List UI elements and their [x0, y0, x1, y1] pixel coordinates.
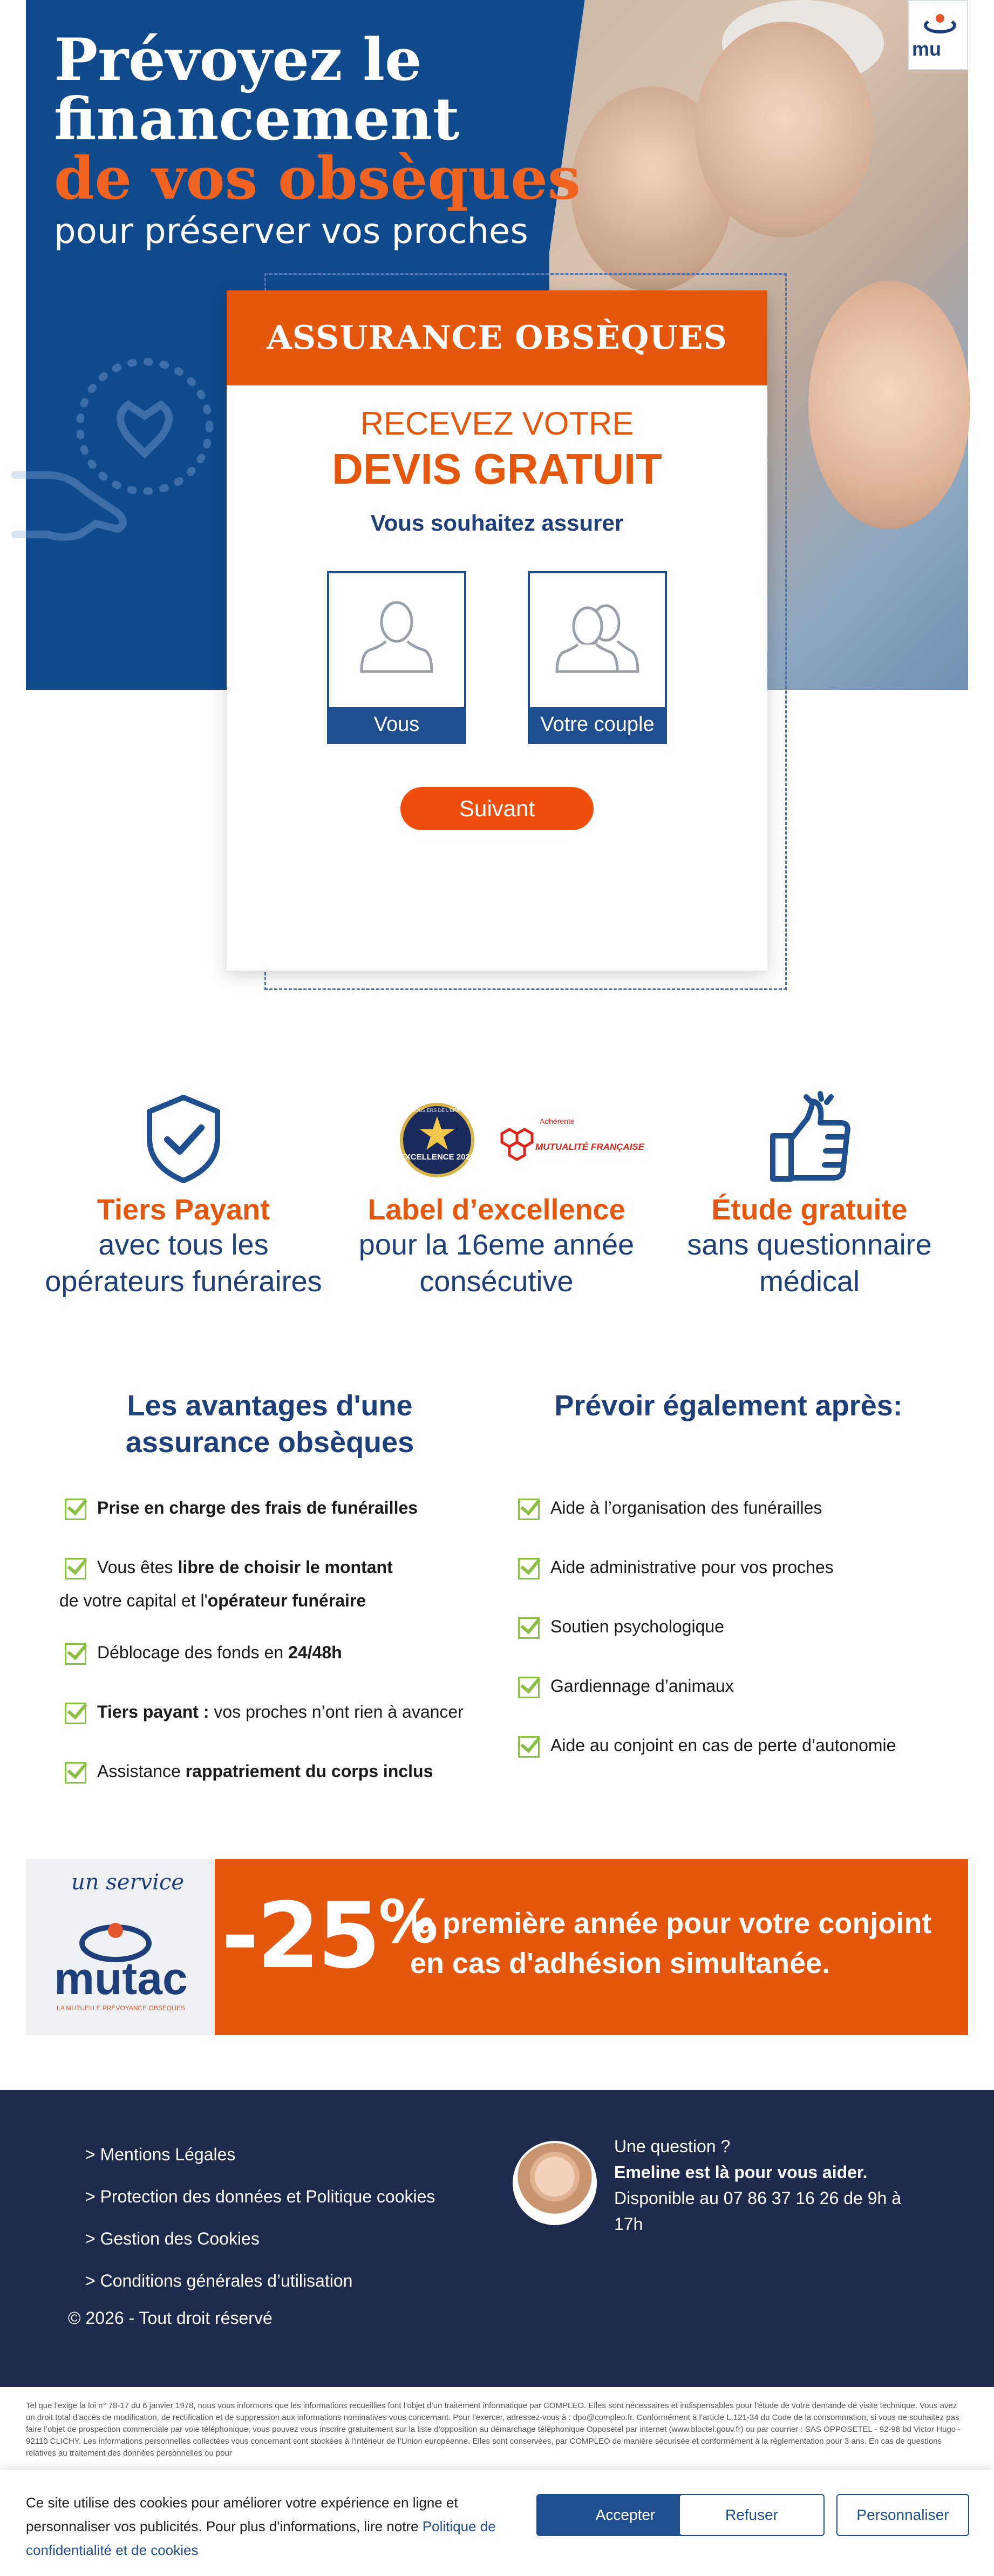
mutac-service-box	[26, 1859, 215, 2035]
list-item: Tiers payant : vos proches n’ont rien à avancer	[59, 1695, 491, 1728]
list-item: Aide à l’organisation des funérailles	[513, 1491, 955, 1524]
svg-text:LES DOSSIERS DE L'ÉPARGNE: LES DOSSIERS DE L'ÉPARGNE	[401, 1108, 473, 1113]
after-list	[513, 1491, 955, 1762]
hero-title: Prévoyez le financement de vos obsèques	[54, 26, 581, 213]
list-item: Prise en charge des frais de funérailles	[59, 1491, 491, 1524]
list-item: Soutien psychologique	[513, 1610, 955, 1643]
check-icon	[65, 1558, 86, 1580]
svg-text:Adhérente: Adhérente	[540, 1117, 575, 1126]
check-icon	[65, 1499, 86, 1520]
couple-icon	[554, 595, 641, 681]
advantages-list	[59, 1491, 491, 1788]
hero-subtitle: pour préserver vos proches	[54, 212, 528, 252]
refuse-button[interactable]: Refuser	[679, 2494, 825, 2536]
list-item: Vous êtes libre de choisir le montant de votre capital et l'opérateur funéraire	[59, 1557, 393, 1610]
check-icon	[518, 1499, 540, 1520]
excellence-badge-icon	[394, 1096, 645, 1182]
form-header: ASSURANCE OBSÈQUES	[227, 290, 767, 385]
footer-link-mentions[interactable]: > Mentions Légales	[85, 2145, 236, 2164]
form-line2: DEVIS GRATUIT	[332, 445, 662, 493]
person-icon	[359, 595, 434, 681]
quote-form-card	[227, 290, 767, 971]
thumbs-up-icon	[761, 1090, 858, 1188]
check-icon	[65, 1643, 86, 1665]
footer	[0, 2090, 994, 2387]
form-question: Vous souhaitez assurer	[370, 510, 624, 535]
svg-text:LA MUTUELLE PRÉVOYANCE OBSÈQUE: LA MUTUELLE PRÉVOYANCE OBSÈQUES	[57, 2004, 185, 2012]
mutac-logo	[35, 1902, 207, 2021]
footer-link-cgu[interactable]: > Conditions générales d’utilisation	[85, 2271, 353, 2290]
discount-value: -25%	[221, 1883, 436, 1989]
advantages-title: Les avantages d'une assurance obsèques	[125, 1389, 414, 1459]
customize-button[interactable]: Personnaliser	[836, 2494, 969, 2536]
svg-text:EXCELLENCE 2023: EXCELLENCE 2023	[399, 1153, 475, 1162]
choice-you[interactable]	[327, 571, 466, 744]
accept-button[interactable]: Accepter	[536, 2494, 714, 2536]
choice-group	[227, 571, 767, 744]
shield-check-icon	[143, 1093, 224, 1185]
svg-text:MUTUALITÉ FRANÇAISE: MUTUALITÉ FRANÇAISE	[535, 1142, 645, 1152]
check-icon	[518, 1558, 540, 1580]
contact-block: Une question ? Emeline est là pour vous aider. Disponible au 07 86 37 16 26 de 9h à 17h	[614, 2137, 901, 2234]
brand-logo[interactable]: mu	[908, 0, 968, 70]
check-icon	[65, 1703, 86, 1724]
cookie-text: Ce site utilise des cookies pour améliorer votre expérience en ligne et personnaliser vos publicités. Pour plus d'informations, lire notre Politique de confidentialité et de cookies	[26, 2494, 496, 2558]
check-icon	[518, 1736, 540, 1758]
choice-couple[interactable]	[528, 571, 667, 744]
hands-heart-icon	[26, 335, 231, 561]
choice-you-label: Vous	[329, 707, 464, 742]
list-item: Assistance rappatriement du corps inclus	[59, 1754, 491, 1788]
check-icon	[518, 1617, 540, 1639]
form-line1: RECEVEZ VOTRE	[360, 405, 634, 442]
feature-label-excellence: EXCELLENCE 2023 LES DOSSIERS DE L'ÉPARGNE Adhérente MUTUALITÉ FRANÇAISE Label d’excellence pour la 16eme année consécutive	[356, 1085, 637, 1300]
cookie-banner	[0, 2470, 994, 2576]
after-title: Prévoir également après:	[554, 1389, 903, 1422]
list-item: Aide au conjoint en cas de perte d’autonomie	[513, 1728, 955, 1762]
avatar	[513, 2141, 597, 2225]
list-item: Déblocage des fonds en 24/48h	[59, 1636, 491, 1669]
footer-links	[85, 2133, 435, 2302]
svg-text:mutac: mutac	[54, 1953, 188, 2004]
cookie-policy-link[interactable]: Politique de confidentialité et de cookies	[26, 2518, 496, 2558]
feature-tiers-payant: Tiers Payant avec tous les opérateurs funéraires	[43, 1085, 324, 1300]
promo-text: la première année pour votre conjoint en cas d'adhésion simultanée.	[410, 1907, 932, 1980]
footer-link-cookies[interactable]: > Gestion des Cookies	[85, 2229, 260, 2248]
footer-link-privacy[interactable]: > Protection des données et Politique cookies	[85, 2187, 435, 2206]
check-icon	[65, 1762, 86, 1784]
list-item: Aide administrative pour vos proches	[513, 1550, 955, 1584]
legal-notice: Tel que l’exige la loi n° 78-17 du 6 janvier 1978, nous vous informons que les informations recueillies font l’objet d’un traitement informatique par COMPLEO. Elles sont nécessaires et indispensables pour l’étude de votre demande de visite technique. Vous avez un droit total d’accès de modification, de rectification et de suppression aux informations nominatives vous concernant. Pour l’exercer, adressez-vous à : dpo@compleo.fr. Conformément à l’article L.121-34 du Code de la consommation, si vous ne souhaitez pas faire l’objet de prospection commerciale par voie téléphonique, vous pouvez vous inscrire gratuitement sur la liste d’opposition au démarchage téléphonique Opposetel par internet (www.bloctel.gouv.fr) ou par courrier : SAS OPPOSETEL - 92-98 bd Victor Hugo - 92110 CLICHY. Les informations personnelles collectées vous concernant sont stockées à l’intérieur de l’Union européenne. Elles sont conservées, par COMPLEO de manière sécurisée et conformément à la réglementation pour 3 ans. En cas de questions relatives au traitement des données personnelles ou pour	[26, 2401, 961, 2458]
next-button[interactable]: Suivant	[400, 787, 594, 830]
check-icon	[518, 1677, 540, 1698]
features-section	[0, 1085, 994, 1339]
choice-couple-label: Votre couple	[530, 707, 665, 742]
service-label: un service	[71, 1870, 185, 1895]
list-item: Gardiennage d’animaux	[513, 1669, 955, 1703]
copyright: © 2026 - Tout droit réservé	[68, 2308, 273, 2328]
promo-banner	[26, 1859, 968, 2035]
feature-etude-gratuite: Étude gratuite sans questionnaire médical	[669, 1085, 950, 1300]
